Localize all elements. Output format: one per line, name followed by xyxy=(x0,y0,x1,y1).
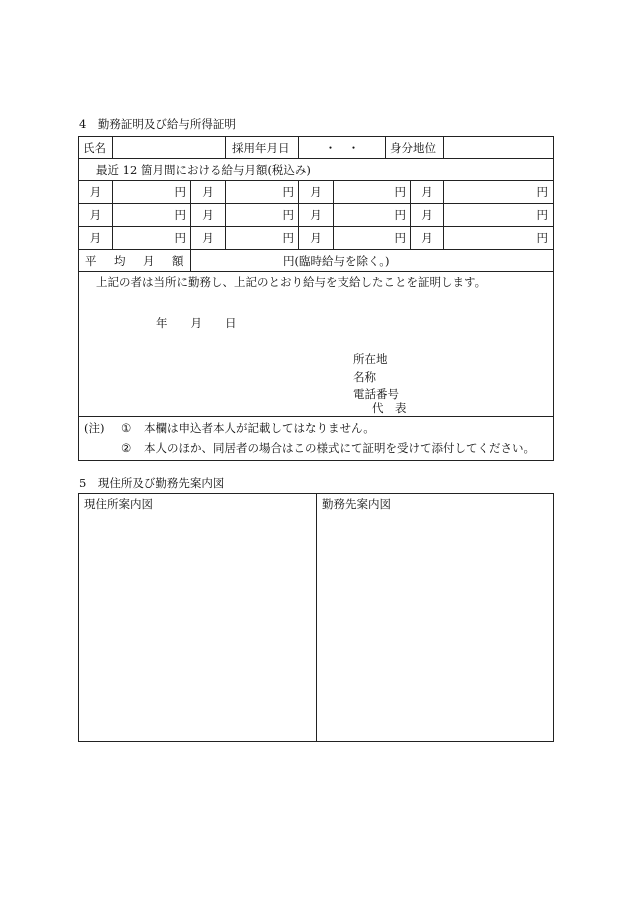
representative-label: 代 表 xyxy=(372,401,407,415)
name-field xyxy=(113,137,226,159)
average-row xyxy=(79,250,554,272)
certification-statement: 上記の者は当所に勤務し、上記のとおり給与を支給したことを証明します。 xyxy=(96,275,487,289)
certification-block xyxy=(79,272,553,415)
employment-income-certificate-table xyxy=(78,136,554,461)
certification-cell xyxy=(79,272,554,417)
yen-label: 円 xyxy=(334,204,411,227)
month-label: 月 xyxy=(191,227,226,250)
yen-label: 円 xyxy=(113,204,191,227)
notes-block xyxy=(79,417,553,459)
month-label: 月 xyxy=(191,204,226,227)
notes-row xyxy=(79,417,554,461)
certification-row xyxy=(79,272,554,417)
name-label: 氏名 xyxy=(79,137,113,159)
salary-row xyxy=(79,227,554,250)
map-row xyxy=(79,494,554,742)
month-label: 月 xyxy=(299,204,334,227)
average-monthly-value: 円(臨時給与を除く。) xyxy=(191,250,554,272)
yen-label: 円 xyxy=(226,204,299,227)
month-label: 月 xyxy=(79,181,113,204)
month-label: 月 xyxy=(79,227,113,250)
section-4-heading: 4 勤務証明及び給与所得証明 xyxy=(79,117,236,131)
yen-label: 円 xyxy=(113,227,191,250)
yen-label: 円 xyxy=(226,181,299,204)
notes-prefix: (注) xyxy=(84,421,105,435)
month-label: 月 xyxy=(79,204,113,227)
yen-label: 円 xyxy=(444,204,554,227)
note-marker: ② xyxy=(121,441,132,455)
salary-row xyxy=(79,204,554,227)
hire-date-field: ・ ・ xyxy=(299,137,386,159)
yen-label: 円 xyxy=(334,227,411,250)
name-row xyxy=(79,137,554,159)
yen-label: 円 xyxy=(334,181,411,204)
yen-label: 円 xyxy=(113,181,191,204)
hire-date-label: 採用年月日 xyxy=(226,137,299,159)
yen-label: 円 xyxy=(226,227,299,250)
home-map-cell xyxy=(79,494,317,742)
yen-label: 円 xyxy=(444,227,554,250)
location-map-table xyxy=(78,493,554,742)
average-monthly-label: 平 均 月 額 xyxy=(79,250,191,272)
note-text: 本人のほか、同居者の場合はこの様式にて証明を受けて添付してください。 xyxy=(144,441,535,455)
month-label: 月 xyxy=(299,181,334,204)
address-label: 所在地 xyxy=(353,352,388,366)
salary-heading-row xyxy=(79,159,554,181)
position-field xyxy=(444,137,554,159)
section-5-heading: 5 現住所及び勤務先案内図 xyxy=(79,476,225,490)
month-label: 月 xyxy=(411,204,444,227)
company-name-label: 名称 xyxy=(353,370,376,384)
note-text: 本欄は申込者本人が記載してはなりません。 xyxy=(144,421,375,435)
position-label: 身分地位 xyxy=(386,137,444,159)
salary-heading: 最近 12 箇月間における給与月額(税込み) xyxy=(79,159,554,181)
work-map-cell xyxy=(317,494,554,742)
month-label: 月 xyxy=(191,181,226,204)
certification-date: 年 月 日 xyxy=(156,316,237,330)
month-label: 月 xyxy=(411,181,444,204)
notes-cell xyxy=(79,417,554,461)
work-map-label: 勤務先案内図 xyxy=(322,497,391,511)
month-label: 月 xyxy=(411,227,444,250)
yen-label: 円 xyxy=(444,181,554,204)
home-map-label: 現住所案内図 xyxy=(84,497,153,511)
note-marker: ① xyxy=(121,421,132,435)
salary-row xyxy=(79,181,554,204)
month-label: 月 xyxy=(299,227,334,250)
phone-label: 電話番号 xyxy=(353,387,399,401)
